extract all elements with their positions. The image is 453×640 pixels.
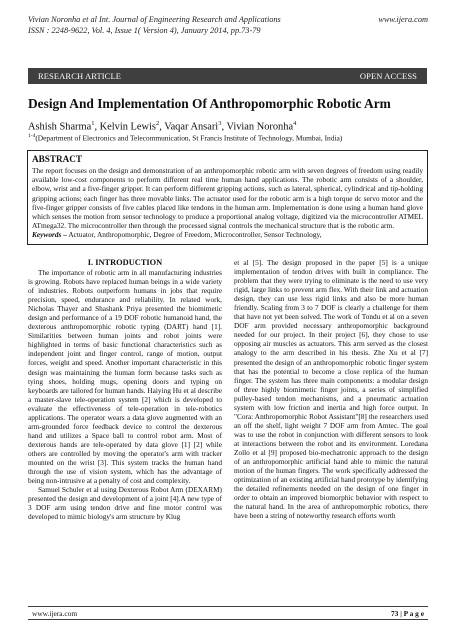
section-heading-introduction: I. INTRODUCTION xyxy=(87,258,163,267)
body-paragraph: Samuel Schuler et al using Dexterous Robot Arm (DEXARM) presented the design and development of a joint [4].A new type of 3 DOF arm using tendon drive and fine motor control was developed to mimic biology's arm structure by Klug xyxy=(28,485,222,522)
author-affil-marker: 4 xyxy=(293,120,297,127)
author-list: Ashish Sharma$^1$, Kelvin Lewis$^2$, Vaqar Ansari$^3$, Vivian Noronha$^4$ xyxy=(28,120,297,133)
author-name: Kelvin Lewis xyxy=(99,121,156,133)
affiliation-marker: 1-4 xyxy=(28,133,36,139)
body-paragraph: The importance of robotic arm in all manufacturing industries is growing. Robots have replaced human beings in a wide variety of industries. Robots outperform humans in jobs that require precision, speed, endurance and reliability. In related work, Nicholas Thayer and Shashank Priya presented the biomimetic design and performance of a 19 DOF robotic humanoid hand, the dexterous anthropomorphic robotic typing (DART) hand [1]. Similarities between human joints and robot joints were highlighted in terms of basic functional characteristics such as independent joint and finger control, range of motion, output forces, weight and speed. Another important characteristic in this design was maintaining the human form because tasks such as tying shoes, holding mugs, opening doors and typing on keyboards are tailored for human hands. Haiying Hu et al describe a master-slave tele-operation system [2] which is developed to evaluate the effectiveness of tele-operation in tele-robotics applications. The operator wears a data glove augmented with an arm-grounded force feedback device to control the dexterous hand and utilizes a Space ball to control robot arm. Most of dexterous hands are tele-operated by data glove [1] [2] while others are controlled by moving the operator's arm with tracker mounted on the wrist [3]. This system tracks the human hand through the use of vision system, which has the advantage of being non-intrusive at a penalty of cost and complexity. xyxy=(28,268,222,486)
article-type-banner xyxy=(28,68,427,84)
keywords-text: Actuator, Anthropomorphic, Degree of Freedom, Microcontroller, Sensor Technology, xyxy=(66,230,322,240)
journal-website[interactable]: www.ijera.com xyxy=(378,15,428,24)
open-access-label: OPEN ACCESS xyxy=(359,71,417,81)
left-column xyxy=(28,258,222,521)
paper-title: Design And Implementation Of Anthropomorphic Robotic Arm xyxy=(28,96,391,111)
journal-header xyxy=(28,14,428,36)
body-paragraph: et al [5]. The design proposed in the paper [5] is a unique implementation of tendon drives with built in compliance. The problem that they were trying to eliminate is the need to use very rigid, large links to prevent arm flex. With their link and actuation design, they can use less rigid links and also be more human friendly. Scaling from 3 to 7 DOF is clearly a challenge for them that have not yet been solved. The work of Tondu et al on a seven DOF arm provided necessary anthropomorphic background needed for our project. In their project [6], they chose to use opposing air muscles as actuators. This arm served as the closest analogy to the arm described in his thesis. Zhe Xu et al [7] presented the design of an anthropomorphic robotic finger system that has the potential to become a close replica of the human finger. The system has three main components: a modular design of three highly biomimetic finger joints, a series of simplified pulley-based tendon mechanisms, and a pneumatic actuation system with low friction and inertia and high force output. In "Cora: Anthropomorphic Robot Assistant"[8] the researchers used an off the shelf, light weight 7 DOF arm from Amtec. The goal was to use the robot in conjunction with different sensors to look at interactions between the robot and its environment. Loredana Zollo et al [9] proposed bio-mechatronic approach to the design of an anthropomorphic artificial hand able to mimic the natural motion of the human fingers. The work specifically addressed the optimization of an existing artificial hand prototype by identifying the detailed refinements needed on the design of one finger in order to obtain an improved biomorphic behavior with respect to the natural hand. In the area of anthropomorphic robotics, there have been a string of noteworthy research efforts worth xyxy=(234,258,428,521)
author-affiliation xyxy=(28,131,428,143)
research-article-label: RESEARCH ARTICLE xyxy=(38,71,122,81)
author-affil-marker: 1 xyxy=(91,120,95,127)
keywords-label: Keywords – xyxy=(32,230,67,240)
author-name: Ashish Sharma xyxy=(28,121,92,133)
page-number: 73 | P a g e xyxy=(390,608,424,618)
author-affil-marker: 2 xyxy=(155,120,160,127)
journal-citation: Vivian Noronha et al Int. Journal of Engineering Research and Applications xyxy=(28,15,281,24)
author-name: Vivian Noronha xyxy=(226,121,294,133)
right-column xyxy=(234,258,428,520)
abstract-box xyxy=(27,150,428,245)
author-name: Vaqar Ansari xyxy=(164,121,219,133)
issn-line: ISSN : 2248-9622, Vol. 4, Issue 1( Version 4), January 2014, pp.73-79 xyxy=(28,26,261,35)
abstract-heading: ABSTRACT xyxy=(32,154,83,164)
abstract-body: The report focuses on the design and demonstration of an anthropomorphic robotic arm with seven degrees of freedom using readily available low-cost components to perform different real time human hand applications. The robotic arm consists of a shoulder, elbow, wrist and a five-finger gripper. It can perform different gripping actions, such as lateral, spherical, cylindrical and tip-holding gripping actions; each finger has three movable links. The actuator used for the robotic arm is a high torque dc servo motor and the five-finger gripper consists of five cables placed like tendons in the human arm. Implementation is done using a human hand glove which senses the motion from sensor technology to produce a proportional analog voltage, digitized via the microcontroller ATMEL ATmega32. The microcontroller then through the processed signal controls the mechanical structure that is the robotic arm. xyxy=(32,166,423,231)
affiliation-text: (Department of Electronics and Telecommunication, St Francis Institute of Technology, Mumbai, India) xyxy=(35,133,343,143)
author-affil-marker: 3 xyxy=(218,120,222,127)
footer-website[interactable]: www.ijera.com xyxy=(32,608,78,618)
page-footer xyxy=(28,606,428,620)
keywords-line xyxy=(32,230,423,239)
